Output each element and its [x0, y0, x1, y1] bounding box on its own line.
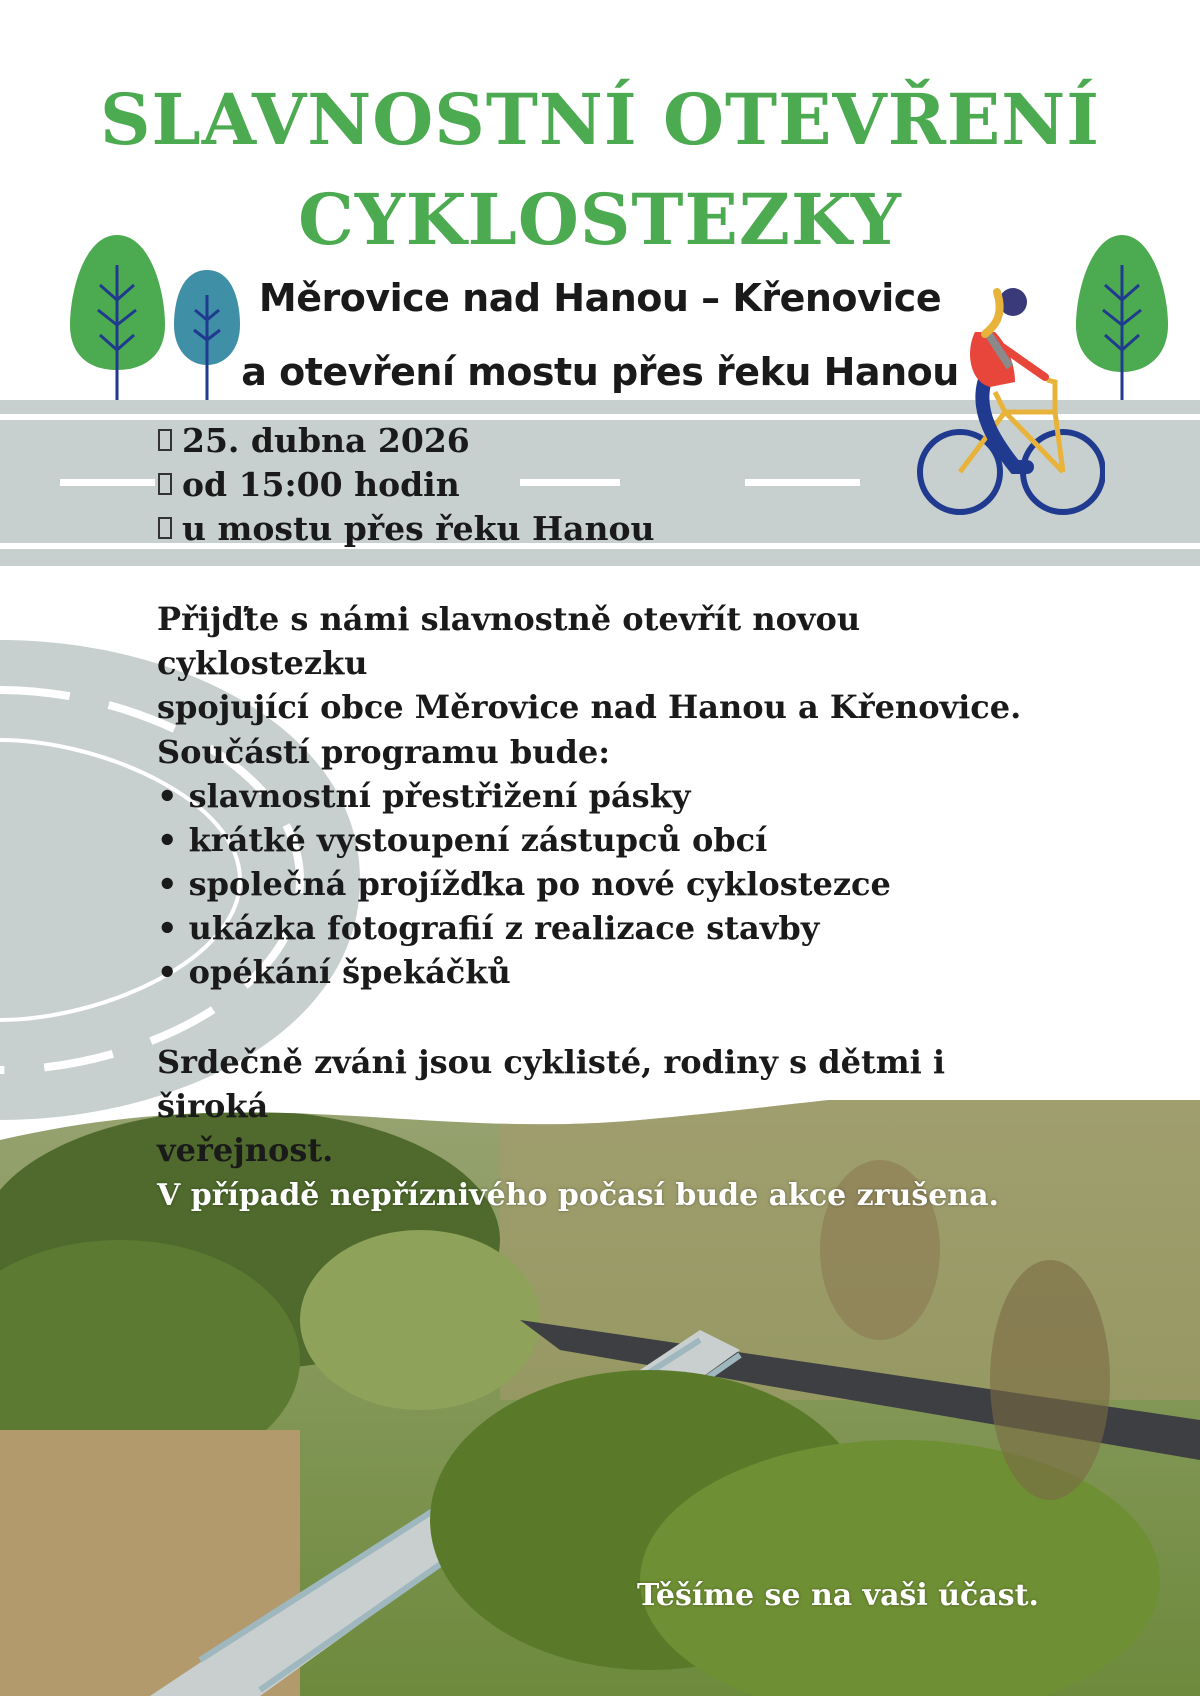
event-place-text: u mostu přes řeku Hanou — [182, 508, 655, 548]
title-line-1: SLAVNOSTNÍ OTEVŘENÍ — [100, 78, 1100, 161]
list-item: • slavnostní přestřižení pásky — [157, 777, 691, 815]
cyclist-icon — [915, 272, 1105, 517]
signoff-text: Těšíme se na vaši účast. — [637, 1578, 1039, 1613]
event-details — [158, 418, 655, 550]
event-time-text: od 15:00 hodin — [182, 464, 460, 504]
list-item: • krátké vystoupení zástupců obcí — [157, 821, 768, 859]
list-item: • opékání špekáčků — [157, 953, 511, 991]
road-dash — [60, 479, 155, 486]
event-time — [158, 462, 655, 506]
event-date — [158, 418, 655, 462]
program-heading: Součástí programu bude: — [157, 733, 611, 771]
subtitle-route: Měrovice nad Hanou – Křenovice — [258, 276, 942, 320]
location-icon — [158, 517, 172, 539]
weather-notice: V případě nepříznivého počasí bude akce zrušena. — [157, 1178, 999, 1213]
clock-icon — [158, 473, 172, 495]
intro-line-1: Přijďte s námi slavnostně otevřít novou cyklostezku — [157, 600, 861, 682]
list-item: • společná projížďka po nové cyklostezce — [157, 865, 891, 903]
subtitle-bridge: a otevření mostu přes řeku Hanou — [241, 350, 959, 394]
event-place — [158, 506, 655, 550]
intro-paragraph — [157, 597, 1057, 729]
closing-paragraph — [157, 1040, 1057, 1172]
list-item: • ukázka fotografií z realizace stavby — [157, 909, 820, 947]
closing-line-1: Srdečně zváni jsou cyklisté, rodiny s dětmi i široká — [157, 1043, 946, 1125]
intro-line-2: spojující obce Měrovice nad Hanou a Křenovice. — [157, 688, 1022, 726]
road-dash — [745, 479, 860, 486]
event-date-text: 25. dubna 2026 — [182, 420, 470, 460]
title-line-2: CYKLOSTEZKY — [298, 178, 902, 261]
closing-line-2: veřejnost. — [157, 1131, 334, 1169]
program-list — [157, 774, 1057, 994]
calendar-icon — [158, 429, 172, 451]
